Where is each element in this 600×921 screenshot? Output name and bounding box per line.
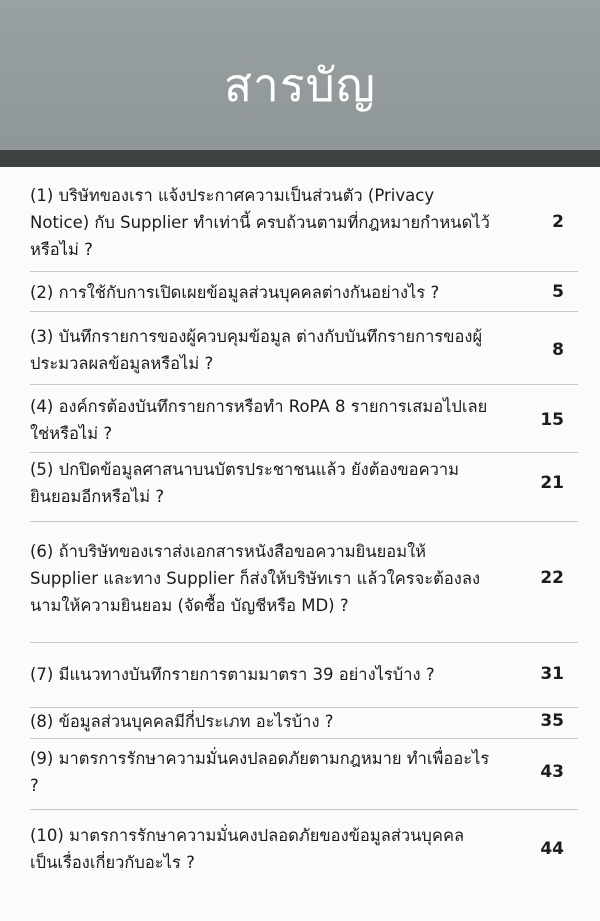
toc-entry-3[interactable]	[30, 322, 578, 378]
toc-entry-1[interactable]	[30, 180, 578, 264]
toc-entry-6[interactable]	[30, 523, 578, 633]
toc-divider	[30, 271, 578, 272]
page-title: สารบัญ	[223, 58, 376, 112]
header-banner	[0, 0, 600, 150]
toc-entry-page: 21	[540, 473, 564, 493]
toc-entry-text: (6) ถ้าบริษัทของเราส่งเอกสารหนังสือขอความยินยอมให้ Supplier และทาง Supplier ก็ส่งให้บริษัทเรา แล้วใครจะต้องลงนามให้ความยินยอม (จัดซื้อ บัญชีหรือ MD) ?	[30, 541, 481, 615]
toc-entry-text: (10) มาตรการรักษาความมั่นคงปลอดภัยของข้อมูลส่วนบุคคลเป็นเรื่องเกี่ยวกับอะไร ?	[30, 826, 465, 872]
toc-entry-8[interactable]	[30, 706, 578, 736]
toc-entry-10[interactable]	[30, 820, 578, 878]
toc-entry-page: 8	[552, 340, 564, 360]
toc-entry-page: 43	[540, 762, 564, 782]
toc-divider	[30, 738, 578, 739]
toc-entry-2[interactable]	[30, 277, 578, 307]
toc-entry-text: (8) ข้อมูลส่วนบุคคลมีกี่ประเภท อะไรบ้าง ?	[30, 711, 334, 731]
toc-entry-5[interactable]	[30, 455, 578, 511]
toc-entry-9[interactable]	[30, 744, 578, 800]
toc-entry-text: (7) มีแนวทางบันทึกรายการตามมาตรา 39 อย่างไรบ้าง ?	[30, 664, 435, 684]
toc-entry-page: 2	[552, 212, 564, 232]
toc-entry-7[interactable]	[30, 646, 578, 702]
toc-entry-text: (2) การใช้กับการเปิดเผยข้อมูลส่วนบุคคลต่างกันอย่างไร ?	[30, 282, 440, 302]
toc-divider	[30, 384, 578, 385]
toc-entry-text: (9) มาตรการรักษาความมั่นคงปลอดภัยตามกฎหมาย ทำเพื่ออะไร ?	[30, 749, 490, 795]
toc-divider	[30, 521, 578, 522]
toc-entry-page: 5	[552, 282, 564, 302]
toc-entry-text: (1) บริษัทของเรา แจ้งประกาศความเป็นส่วนตัว (Privacy Notice) กับ Supplier ทำเท่านี้ ครบถ้วนตามที่กฎหมายกำหนดไว้หรือไม่ ?	[30, 185, 490, 259]
toc-divider	[30, 452, 578, 453]
toc-divider	[30, 809, 578, 810]
toc-entry-page: 15	[540, 410, 564, 430]
toc-entry-page: 35	[540, 711, 564, 731]
toc-divider	[30, 311, 578, 312]
header-dark-band	[0, 150, 600, 167]
toc-entry-4[interactable]	[30, 392, 578, 448]
toc-entry-page: 44	[540, 839, 564, 859]
toc-entry-text: (3) บันทึกรายการของผู้ควบคุมข้อมูล ต่างกับบันทึกรายการของผู้ประมวลผลข้อมูลหรือไม่ ?	[30, 327, 483, 373]
toc-entry-text: (4) องค์กรต้องบันทึกรายการหรือทำ RoPA 8 รายการเสมอไปเลยใช่หรือไม่ ?	[30, 397, 488, 443]
toc-entry-text: (5) ปกปิดข้อมูลศาสนาบนบัตรประชาชนแล้ว ยังต้องขอความยินยอมอีกหรือไม่ ?	[30, 460, 460, 506]
toc-entry-page: 31	[540, 664, 564, 684]
toc-entry-page: 22	[540, 568, 564, 588]
toc-divider	[30, 642, 578, 643]
